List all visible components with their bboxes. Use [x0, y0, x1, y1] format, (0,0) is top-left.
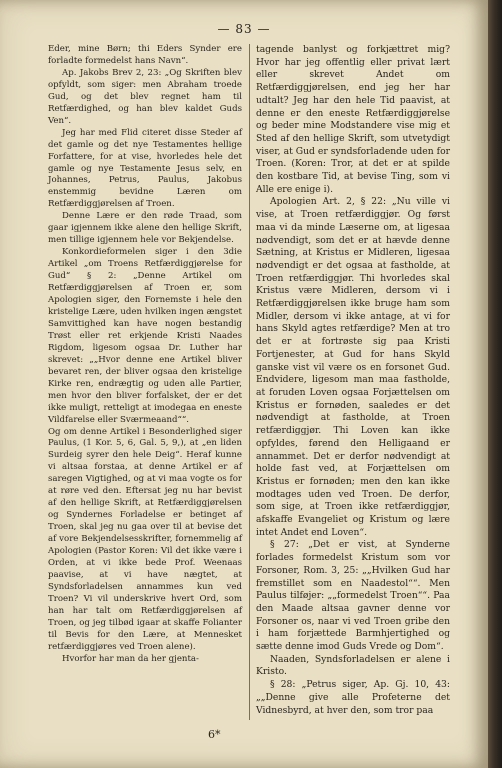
paragraph: Denne Lære er den røde Traad, som gaar igjennem ikke alene den hellige Skrift, men tillige igjennem hele vor Bekjendelse. [48, 211, 242, 246]
column-divider [249, 44, 250, 720]
paragraph: Apologien Art. 2, § 22: „Nu ville vi vise, at Troen retfærdiggjør. Og først maa vi da minde Læserne om, at ligesaa nødvendigt, som det er at hævde denne Sætning, at Kristus er Midleren, ligesaa nødvendigt er det ogsaa at fastholde, at Troen retfærdiggjør. Thi hvorledes skal Kristus være Midleren, dersom vi i Retfærdiggjørelsen ikke bruge ham som Midler, dersom vi ikke antage, at vi for hans Skyld agtes retfærdige? Men at tro det er at fortrøste sig paa Kristi Fortjenester, at Gud for hans Skyld ganske vist vil være os en forsonet Gud. Endvidere, ligesom man maa fastholde, at foruden Loven ogsaa Forjættelsen om Kristus er fornøden, saaledes er det nødvendigt at fastholde, at Troen retfærdiggjør. Thi Loven kan ikke opfyldes, førend den Helligaand er annammet. Det er derfor nødvendigt at holde fast ved, at Forjættelsen om Kristus er fornøden; men den kan ikke modtages uden ved Troen. De derfor, som sige, at Troen ikke retfærdiggjør, afskaffe Evangeliet og Kristum og lære intet Andet end Loven“. [256, 196, 450, 538]
paragraph: Konkordieformelen siger i den 3die Artikel „om Troens Retfærdiggjørelse for Gud“ § 2: „Denne Artikel om Retfærdiggjørelsen af Troen er, som Apologien siger, den Fornemste i hele den kristelige Lære, uden hvilken ingen ængstet Samvittighed kan have nogen bestandig Trøst eller ret erkjende Kristi Naades Rigdom, ligesom ogsaa Dr. Luther har skrevet: „„Hvor denne ene Artikel bliver bevaret ren, der bliver ogsaa den kristelige Kirke ren, endrægtig og uden alle Partier, men hvor den bliver forfalsket, der er det ikke muligt, retteligt at imodegaa en eneste Vildfarelse eller Sværmeaand““. [48, 247, 242, 425]
paragraph: Jeg har med Flid citeret disse Steder af det gamle og det nye Testamentes hellige Forfattere, for at vise, hvorledes hele det gamle og nye Testamente Jesus selv, en Johannes, Petrus, Paulus, Jakobus enstemmig bevidne Læren om Retfærdiggjørelsen af Troen. [48, 127, 242, 210]
page-edge [488, 0, 502, 768]
page-number: — 83 — [217, 22, 271, 36]
left-column [48, 44, 242, 666]
paragraph: § 27: „Det er vist, at Synderne forlades formedelst Kristum som vor Forsoner, Rom. 3, 25: „„Hvilken Gud har fremstillet som en Naadestol““. Men Paulus tilføjer: „„formedelst Troen““. Paa den Maade altsaa gavner denne vor Forsoner os, naar vi ved Troen gribe den i ham forjættede Barmhjertighed og sætte denne imod Guds Vrede og Dom“. [256, 539, 450, 653]
paragraph: Ap. Jakobs Brev 2, 23: „Og Skriften blev opfyldt, som siger: men Abraham troede Gud, og det blev regnet ham til Retfærdighed, og han blev kaldet Guds Ven“. [48, 67, 242, 126]
paragraph: Hvorfor har man da her gjenta- [62, 653, 199, 664]
paragraph: tagende banlyst og forkjættret mig? Hvor har jeg offentlig eller privat lært eller skrevet Andet om Retfærdiggjørelsen, end jeg her har udtalt? Jeg har den hele Tid paavist, at denne er den eneste Retfærdiggjørelse og beder mine Modstandere vise mig et Sted af den hellige Skrift, som utvetydigt viser, at Gud er syndsforladende uden for Troen. (Koren: Tror, at det er at spilde den kostbare Tid, at bevise Ting, som vi Alle ere enige i). [256, 44, 450, 195]
paragraph: Og om denne Artikel i Besonderlighed siger Paulus, (1 Kor. 5, 6, Gal. 5, 9,), at „en liden Surdeig syrer den hele Deig“. Heraf kunne vi altsaa forstaa, at denne Artikel er af saregen Vigtighed, og at vi maa vogte os for at røre ved den. Eftersat jeg nu har bevist af den hellige Skrift, at Retfærdiggjørelsen og Syndernes Forladelse er betinget af Troen, skal jeg nu gaa over til at bevise det af vore Bekjendelsesskrifter, fornemmelig af Apologien (Pastor Koren: Vil det ikke være i Orden, at vi ikke bede Prof. Weenaas paavise, at vi have nægtet, at Syndsforladelsen annammes kun ved Troen? Vi vil underskrive hvert Ord, som han har talt om Retfærdiggjørelsen af Troen, og jeg tilbød igaar at skaffe Folianter til Bevis for den Lære, at Mennesket retfærdiggjøres ved Troen alene). [48, 426, 242, 652]
paragraph: Eder, mine Børn; thi Eders Synder ere forladte formedelst hans Navn“. [48, 44, 242, 66]
paragraph: Naaden, Syndsforladelsen er alene i Kristo. [256, 653, 450, 678]
paragraph: § 28: „Petrus siger, Ap. Gj. 10, 43: „„Denne give alle Profeterne det Vidnesbyrd, at hver den, som tror paa [256, 679, 450, 716]
right-column [256, 44, 450, 717]
printer-signature: 6* [208, 728, 221, 741]
